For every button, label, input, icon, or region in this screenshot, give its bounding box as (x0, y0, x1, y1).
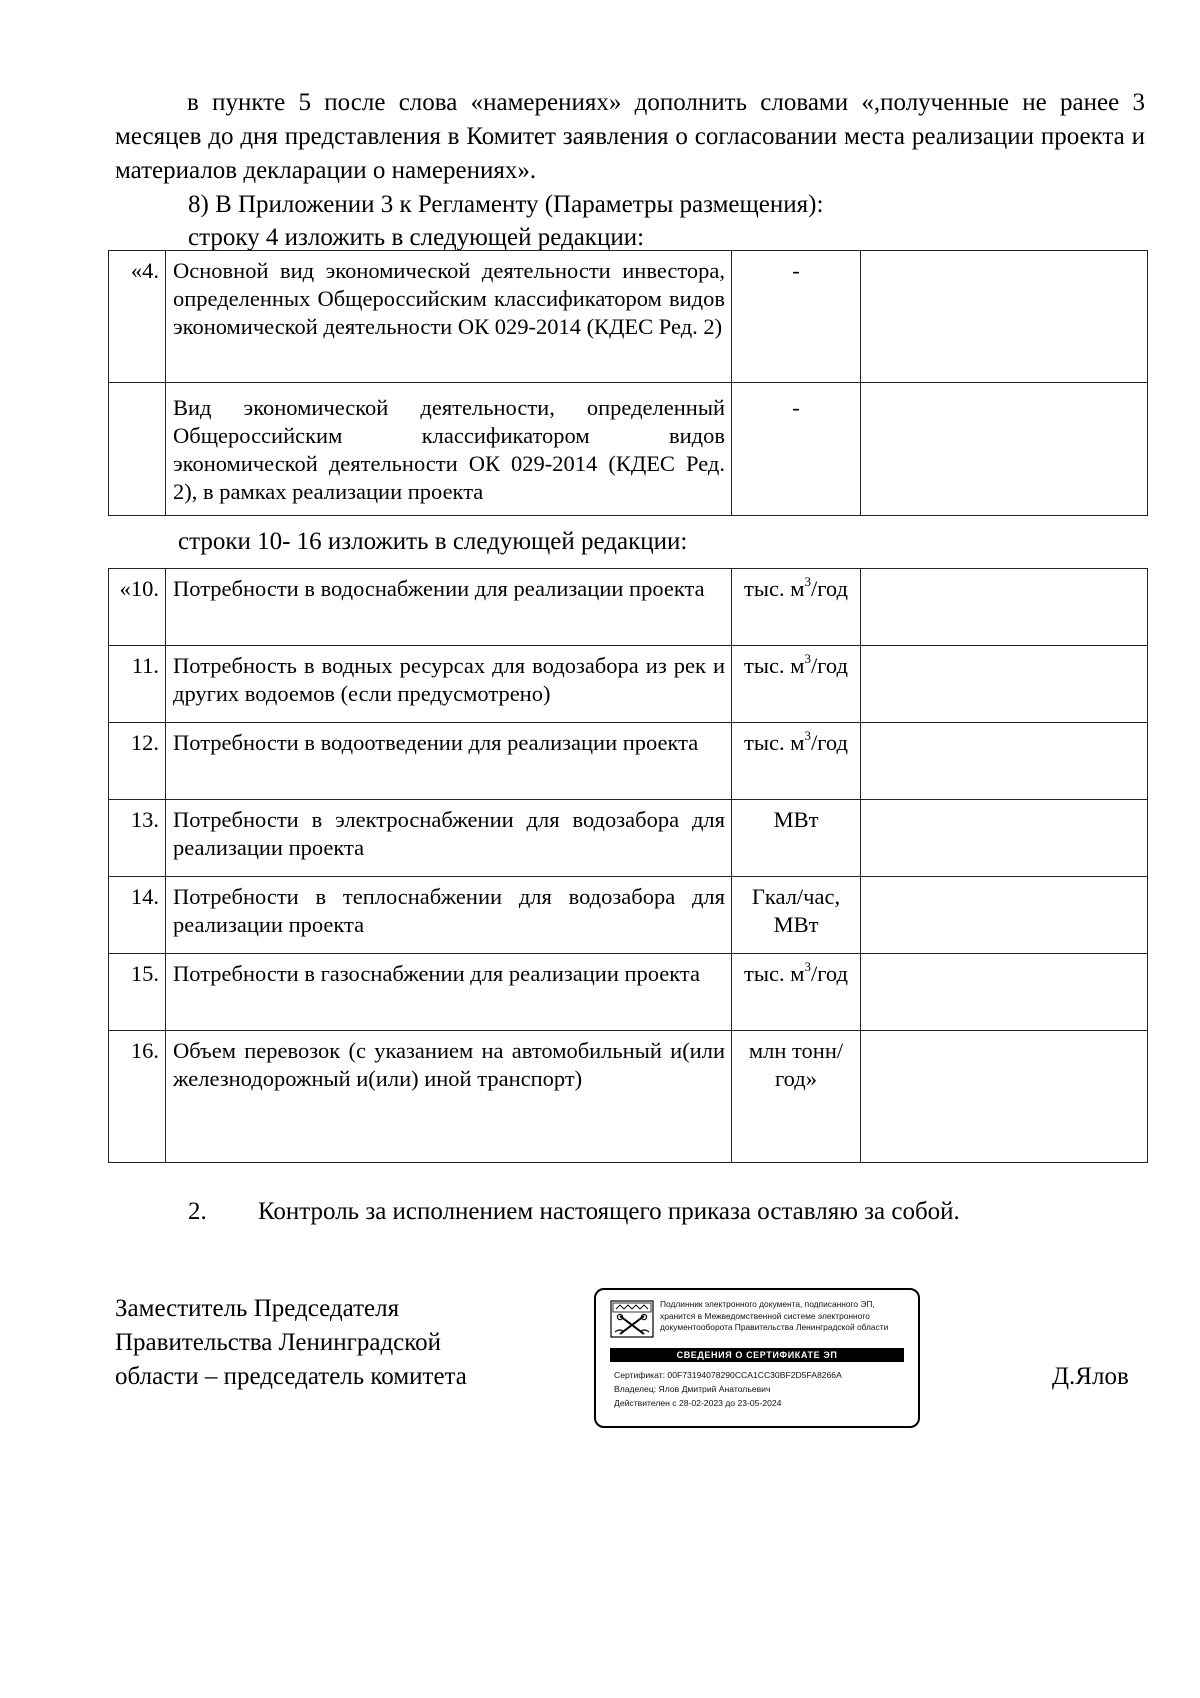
stamp-header-line: документооборота Правительства Ленинградской области (660, 1322, 889, 1332)
row-unit (732, 800, 861, 877)
row-number: «10. (109, 569, 166, 646)
row-unit: - (732, 383, 861, 516)
row-description: Потребности в водоснабжении для реализации проекта (166, 569, 732, 646)
certificate-banner: СВЕДЕНИЯ О СЕРТИФИКАТЕ ЭП (610, 1348, 904, 1362)
row-unit (732, 569, 861, 646)
row-number: 15. (109, 954, 166, 1031)
electronic-signature-stamp (594, 1288, 920, 1428)
intro-paragraph (115, 86, 1145, 188)
row-unit (732, 1031, 861, 1163)
row-number: 14. (109, 877, 166, 954)
unit-main: тыс. м (744, 730, 805, 755)
row-value (861, 646, 1148, 723)
row-number: 13. (109, 800, 166, 877)
row-number (109, 383, 166, 516)
leningrad-oblast-emblem-icon (610, 1300, 654, 1338)
row-number: 12. (109, 723, 166, 800)
unit-tail: /год (810, 961, 848, 986)
row-description: Потребности в водоотведении для реализации проекта (166, 723, 732, 800)
certificate-number: Сертификат: 00F73194078290CCA1CC30BF2D5FA8266A (614, 1370, 842, 1380)
unit-main: тыс. м (744, 653, 805, 678)
row-unit (732, 954, 861, 1031)
row-value (861, 1031, 1148, 1163)
unit-main: МВт (773, 807, 819, 832)
signatory-title-line: Заместитель Председателя (115, 1295, 400, 1322)
signatory-title-line: области – председатель комитета (115, 1363, 467, 1390)
unit-sup: 3 (804, 573, 811, 589)
stamp-header-line: Подлинник электронного документа, подписанного ЭП, (660, 1299, 875, 1309)
row-value (861, 383, 1148, 516)
row-value (861, 723, 1148, 800)
row-number: 11. (109, 646, 166, 723)
row-number: 16. (109, 1031, 166, 1163)
certificate-owner: Владелец: Ялов Дмитрий Анатольевич (614, 1384, 771, 1394)
row-description: Потребности в теплоснабжении для водозабора для реализации проекта (166, 877, 732, 954)
parameters-table-row4 (108, 250, 1148, 516)
signatory-title (115, 1292, 467, 1394)
closing-clause (188, 1195, 960, 1229)
row-number: «4. (109, 251, 166, 383)
row-description: Объем перевозок (с указанием на автомобильный и(или железнодорожный и(или) иной транспорт) (166, 1031, 732, 1163)
unit-sup: 3 (804, 727, 811, 743)
parameters-table-rows10-16 (108, 568, 1148, 1163)
signer-name: Д.Ялов (1052, 1363, 1129, 1390)
certificate-validity: Действителен с 28-02-2023 до 23-05-2024 (614, 1398, 782, 1408)
intro-paragraph-text: в пункте 5 после слова «намерениях» дополнить словами «,полученные не ранее 3 месяцев до дня представления в Комитет заявления о согласовании места реализации проекта и материалов декларации о намерениях». (115, 89, 1145, 184)
unit-tail: /год (810, 576, 848, 601)
row-value (861, 877, 1148, 954)
table-row (109, 383, 1148, 516)
table-row (109, 646, 1148, 723)
row-value (861, 954, 1148, 1031)
signatory-title-line: Правительства Ленинградской (115, 1329, 442, 1356)
row-unit (732, 877, 861, 954)
row-unit (732, 646, 861, 723)
unit-main: млн тонн/год» (748, 1038, 844, 1091)
row-value (861, 800, 1148, 877)
stamp-header (660, 1299, 910, 1334)
unit-tail: /год (810, 730, 848, 755)
clause-number: 2. (188, 1198, 207, 1225)
table-row (109, 251, 1148, 383)
unit-main: тыс. м (744, 961, 805, 986)
row-value (861, 251, 1148, 383)
rows10-16-lead: строки 10- 16 изложить в следующей редакции: (178, 528, 688, 555)
unit-sup: 3 (804, 650, 811, 666)
unit-sup: 3 (804, 958, 811, 974)
unit-tail: /год (810, 653, 848, 678)
item-8-heading: 8) В Приложении 3 к Регламенту (Параметры размещения): (188, 191, 824, 218)
row-description: Вид экономической деятельности, определенный Общероссийским классификатором видов экономической деятельности ОК 029-2014 (КДЕС Ред. 2), в рамках реализации проекта (166, 383, 732, 516)
row-value (861, 569, 1148, 646)
table-row (109, 569, 1148, 646)
table-row (109, 1031, 1148, 1163)
table-row (109, 877, 1148, 954)
row-description: Основной вид экономической деятельности инвестора, определенных Общероссийским классификатором видов экономической деятельности ОК 029-2014 (КДЕС Ред. 2) (166, 251, 732, 383)
unit-main: Гкал/час, МВт (751, 884, 841, 937)
row4-lead: строку 4 изложить в следующей редакции: (188, 224, 645, 251)
row-unit: - (732, 251, 861, 383)
stamp-header-line: хранится в Межведомственной системе электронного (660, 1310, 870, 1321)
table-row (109, 723, 1148, 800)
table-row (109, 800, 1148, 877)
certificate-info (614, 1368, 842, 1410)
row-description: Потребности в электроснабжении для водозабора для реализации проекта (166, 800, 732, 877)
row-description: Потребность в водных ресурсах для водозабора из рек и других водоемов (если предусмотрено) (166, 646, 732, 723)
unit-main: тыс. м (744, 576, 805, 601)
row-description: Потребности в газоснабжении для реализации проекта (166, 954, 732, 1031)
row-unit (732, 723, 861, 800)
table-row (109, 954, 1148, 1031)
clause-text: Контроль за исполнением настоящего приказа оставляю за собой. (258, 1198, 960, 1225)
